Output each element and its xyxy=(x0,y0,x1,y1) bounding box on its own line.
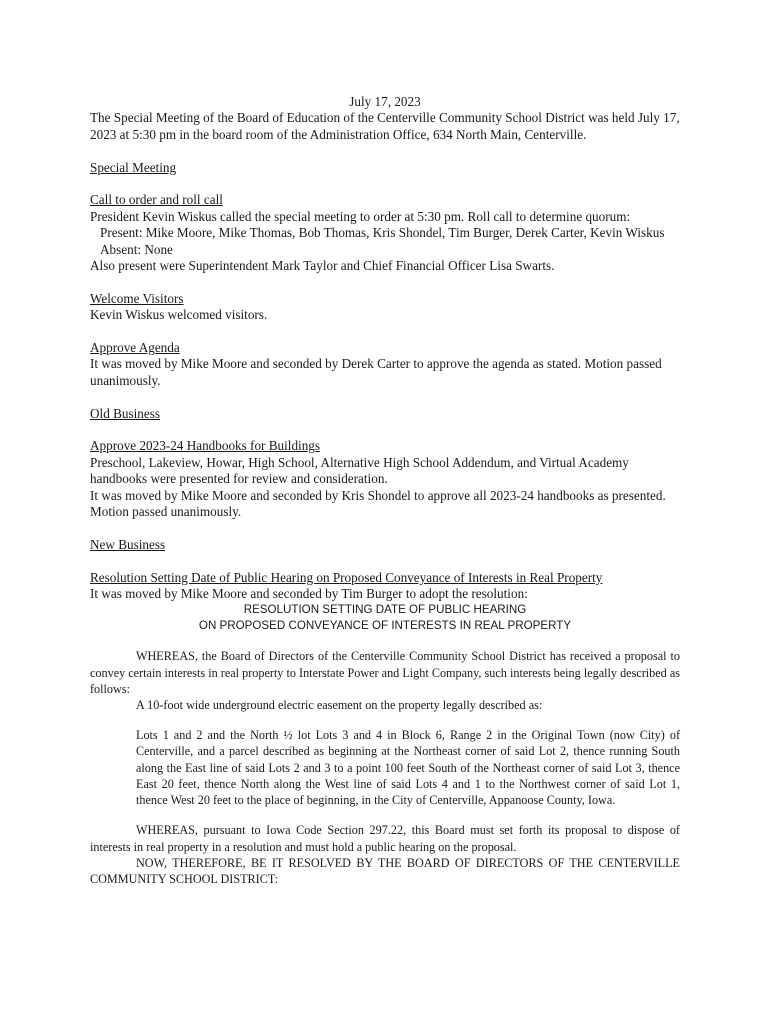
welcome-text: Kevin Wiskus welcomed visitors. xyxy=(90,307,268,323)
call-to-order-heading: Call to order and roll call xyxy=(90,192,223,208)
whereas-paragraph-1: WHEREAS, the Board of Directors of the Centerville Community School District has received a proposal to convey certain interests in real property to Interstate Power and Light Company, such interests being legally described as follows: xyxy=(90,649,680,696)
handbooks-motion: It was moved by Mike Moore and seconded by Kris Shondel to approve all 2023-24 handbooks as presented. Motion passed unanimously. xyxy=(90,487,666,520)
call-to-order-text: President Kevin Wiskus called the special meeting to order at 5:30 pm. Roll call to determine quorum: xyxy=(90,208,631,224)
old-business-heading: Old Business xyxy=(90,405,160,421)
also-present-text: Also present were Superintendent Mark Taylor and Chief Financial Officer Lisa Swarts. xyxy=(90,258,555,274)
resolution-title-line2: ON PROPOSED CONVEYANCE OF INTERESTS IN REAL PROPERTY xyxy=(198,619,572,633)
whereas-paragraph-2: WHEREAS, pursuant to Iowa Code Section 297.22, this Board must set forth its proposal to dispose of interests in real property in a resolution and must hold a public hearing on the proposal. xyxy=(90,823,680,854)
now-therefore-paragraph: NOW, THEREFORE, BE IT RESOLVED BY THE BOARD OF DIRECTORS OF THE CENTERVILLE COMMUNITY SCHOOL DISTRICT: xyxy=(90,855,680,886)
intro-paragraph: The Special Meeting of the Board of Education of the Centerville Community School District was held July 17, 2023 at 5:30 pm in the board room of the Administration Office, 634 North Main, Centerville. xyxy=(90,110,680,142)
handbooks-heading: Approve 2023-24 Handbooks for Buildings xyxy=(90,438,321,454)
meeting-type-heading: Special Meeting xyxy=(90,159,177,175)
easement-text: A 10-foot wide underground electric easement on the property legally described as: xyxy=(136,698,543,713)
welcome-heading: Welcome Visitors xyxy=(90,290,184,306)
agenda-heading: Approve Agenda xyxy=(90,340,180,356)
resolution-body xyxy=(90,634,680,887)
absent-list: Absent: None xyxy=(100,241,173,257)
resolution-title-line1: RESOLUTION SETTING DATE OF PUBLIC HEARING xyxy=(243,603,527,617)
resolution-motion: It was moved by Mike Moore and seconded by Tim Burger to adopt the resolution: xyxy=(90,586,528,602)
meeting-date: July 17, 2023 xyxy=(349,94,421,109)
minutes-body xyxy=(90,94,680,887)
new-business-heading: New Business xyxy=(90,536,166,552)
legal-description: Lots 1 and 2 and the North ½ lot Lots 3 and 4 in Block 6, Range 2 in the Original Town (now City) of Centerville, and a parcel described as beginning at the Northeast corner of said Lot 2, thence running South along the East line of said Lots 2 and 3 to a point 100 feet South of the Northeast corner of said Lot 3, thence East 20 feet, thence North along the West line of said Lots 4 and 1 to the Northwest corner of said Lot 1, thence West 20 feet to the place of beginning, in the City of Centerville, Appanoose County, Iowa. xyxy=(136,728,680,808)
present-list: Present: Mike Moore, Mike Thomas, Bob Thomas, Kris Shondel, Tim Burger, Derek Carter, Kevin Wiskus xyxy=(100,225,665,241)
agenda-text: It was moved by Mike Moore and seconded by Derek Carter to approve the agenda as stated. Motion passed unanimously. xyxy=(90,356,662,388)
resolution-item-heading: Resolution Setting Date of Public Hearing on Proposed Conveyance of Interests in Real Property xyxy=(90,569,603,585)
handbooks-text: Preschool, Lakeview, Howar, High School, Alternative High School Addendum, and Virtual Academy handbooks were presented for review and consideration. xyxy=(90,454,629,487)
